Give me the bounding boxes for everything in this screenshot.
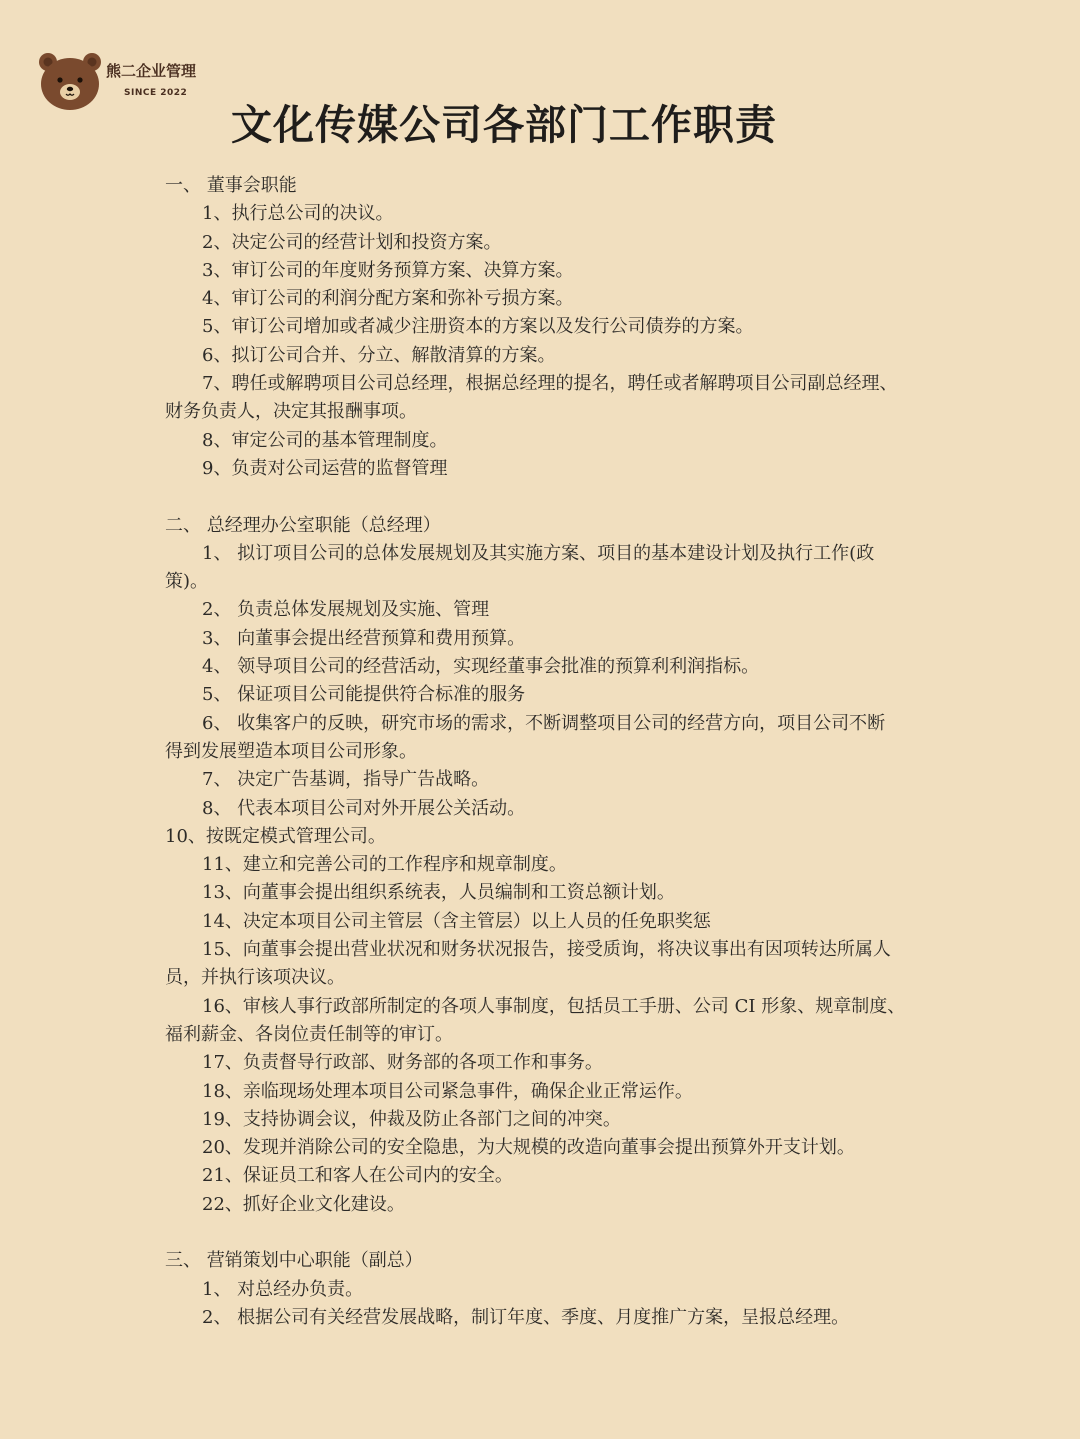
list-item: 2、决定公司的经营计划和投资方案。 <box>202 231 502 253</box>
brand-name: 熊二企业管理 <box>106 62 197 80</box>
list-item: 18、亲临现场处理本项目公司紧急事件，确保企业正常运作。 <box>202 1080 693 1102</box>
list-item-continuation: 得到发展塑造本项目公司形象。 <box>165 740 417 762</box>
list-item: 2、 负责总体发展规划及实施、管理 <box>202 599 490 621</box>
document-body <box>165 172 925 1332</box>
brand-since: SINCE 2022 <box>124 88 188 98</box>
list-item: 3、审订公司的年度财务预算方案、决算方案。 <box>202 259 574 281</box>
list-item: 21、保证员工和客人在公司内的安全。 <box>202 1165 513 1187</box>
section-heading: 一、 董事会职能 <box>165 175 297 196</box>
list-item: 2、 根据公司有关经营发展战略，制订年度、季度、月度推广方案，呈报总经理。 <box>202 1306 850 1328</box>
list-item: 3、 向董事会提出经营预算和费用预算。 <box>202 627 526 649</box>
list-item: 16、审核人事行政部所制定的各项人事制度，包括员工手册、公司 CI 形象、规章制度、 <box>202 995 906 1017</box>
list-item: 1、 对总经办负责。 <box>202 1278 364 1300</box>
list-item: 13、向董事会提出组织系统表，人员编制和工资总额计划。 <box>202 882 675 904</box>
spacer <box>165 1219 925 1247</box>
list-item: 5、 保证项目公司能提供符合标准的服务 <box>202 684 526 706</box>
list-item: 8、审定公司的基本管理制度。 <box>202 429 448 451</box>
list-item: 22、抓好企业文化建设。 <box>202 1193 405 1215</box>
section-heading: 二、 总经理办公室职能（总经理） <box>165 514 441 536</box>
list-item: 15、向董事会提出营业状况和财务状况报告，接受质询，将决议事出有因项转达所属人 <box>202 939 891 961</box>
list-item: 5、审订公司增加或者减少注册资本的方案以及发行公司债券的方案。 <box>202 316 754 338</box>
list-item: 6、 收集客户的反映，研究市场的需求，不断调整项目公司的经营方向，项目公司不断 <box>202 712 886 734</box>
list-item-continuation: 策)。 <box>165 571 209 593</box>
list-item: 8、 代表本项目公司对外开展公关活动。 <box>202 797 526 819</box>
list-item: 4、 领导项目公司的经营活动，实现经董事会批准的预算利利润指标。 <box>202 656 760 678</box>
list-item: 1、执行总公司的决议。 <box>202 203 394 225</box>
list-item-continuation: 财务负责人，决定其报酬事项。 <box>165 401 417 423</box>
list-item-continuation: 福利薪金、各岗位责任制等的审订。 <box>165 1023 453 1045</box>
page-title: 文化传媒公司各部门工作职责 <box>231 101 777 149</box>
list-item: 4、审订公司的利润分配方案和弥补亏损方案。 <box>202 288 574 310</box>
list-item: 1、 拟订项目公司的总体发展规划及其实施方案、项目的基本建设计划及执行工作(政 <box>202 542 875 564</box>
list-item: 14、决定本项目公司主管层（含主管层）以上人员的任免职奖惩 <box>202 910 711 932</box>
list-item: 7、聘任或解聘项目公司总经理，根据总经理的提名，聘任或者解聘项目公司副总经理、 <box>202 373 898 395</box>
list-item: 7、 决定广告基调，指导广告战略。 <box>202 769 490 791</box>
list-item: 19、支持协调会议，仲裁及防止各部门之间的冲突。 <box>202 1108 621 1130</box>
list-item: 6、拟订公司合并、分立、解散清算的方案。 <box>202 344 556 366</box>
list-item: 11、建立和完善公司的工作程序和规章制度。 <box>202 854 567 876</box>
list-item-continuation: 员，并执行该项决议。 <box>165 967 345 989</box>
list-item: 10、按既定模式管理公司。 <box>165 825 386 847</box>
list-item: 17、负责督导行政部、财务部的各项工作和事务。 <box>202 1052 603 1074</box>
spacer <box>165 483 925 511</box>
list-item: 20、发现并消除公司的安全隐患，为大规模的改造向董事会提出预算外开支计划。 <box>202 1137 855 1159</box>
list-item: 9、负责对公司运营的监督管理 <box>202 457 448 479</box>
section-heading: 三、 营销策划中心职能（副总） <box>165 1250 423 1272</box>
